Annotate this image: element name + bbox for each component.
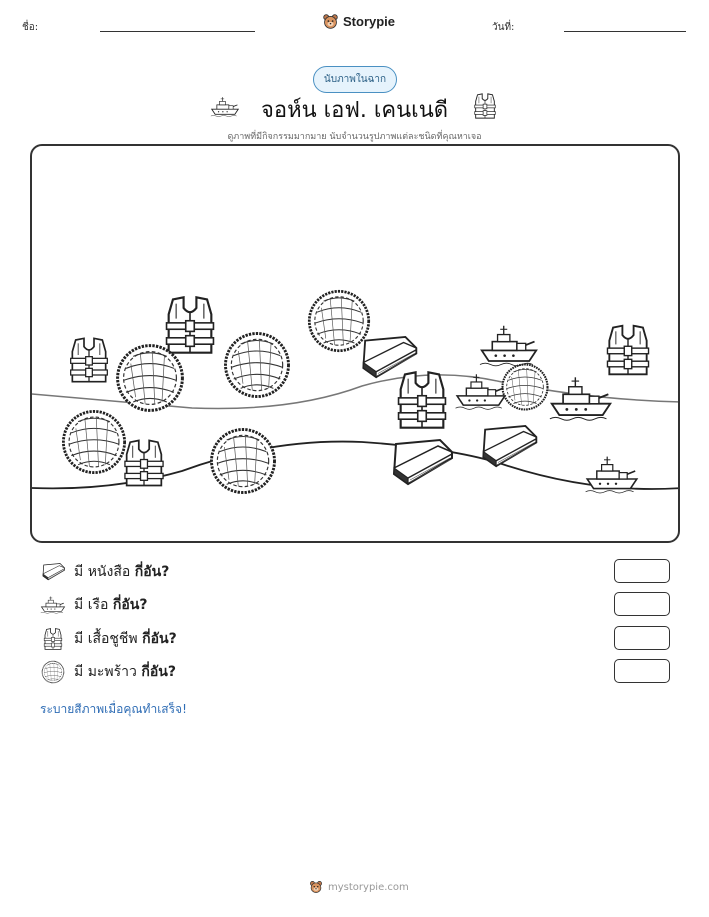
brand-name: Storypie [343,14,396,29]
life-vest-4 [399,372,446,427]
question-suffix: กี่อัน? [141,664,176,680]
question-suffix: กี่อัน? [112,597,148,613]
book-2 [394,440,452,484]
coconut-icon [41,660,65,684]
bear-icon [322,13,339,30]
site-url[interactable]: mystorypie.com [328,881,409,893]
question-boats [40,592,670,618]
coconut-4 [503,365,548,410]
question-prefix: มี [74,664,84,680]
answer-box-life-vests[interactable] [614,626,670,650]
life-vest-2 [167,297,214,352]
instructions: ดูภาพที่มีกิจกรรมมากมาย นับจำนวนรูปภาพแต่ละชนิดที่คุณหาเจอ [227,132,482,142]
question-prefix: มี [74,564,84,580]
question-item: เรือ [87,597,109,613]
name-line[interactable] [100,31,255,32]
counting-scene [30,144,680,543]
life-vest-3 [607,326,648,375]
question-item: มะพร้าว [87,664,137,680]
coconut-5 [63,411,124,472]
coconut-6 [212,430,275,493]
book-1 [363,337,416,377]
boat-2 [456,374,505,409]
boat-1 [480,326,536,366]
life-vest-1 [71,338,108,381]
boat-4 [586,457,637,493]
activity-badge: นับภาพในฉาก [313,66,397,93]
scene-drawing [32,146,680,543]
life-vest-5 [125,440,163,485]
date-label: วันที่: [492,22,515,33]
question-suffix: กี่อัน? [134,564,170,580]
book-icon [40,562,66,582]
answer-box-coconuts[interactable] [614,659,670,683]
question-item: หนังสือ [87,564,131,580]
name-label: ชื่อ: [22,22,39,33]
coconut-1 [118,346,183,411]
coconut-3 [309,291,368,350]
question-item: เสื้อชูชีพ [87,631,138,647]
question-prefix: มี [74,597,84,613]
question-prefix: มี [74,631,84,647]
brand-logo [322,13,395,30]
bear-icon [309,880,323,894]
question-suffix: กี่อัน? [142,631,177,647]
boat-icon [40,595,66,615]
answer-box-boats[interactable] [614,592,670,616]
boat-3 [550,377,610,420]
question-coconuts [40,659,670,685]
life-vest-icon [41,627,65,651]
book-3 [483,426,536,466]
footer-site [309,880,409,894]
life-vest-icon [471,92,499,120]
coloring-note: ระบายสีภาพเมื่อคุณทำเสร็จ! [40,702,187,716]
question-books [40,559,670,585]
page-title: จอห์น เอฟ. เคนเนดี [260,98,449,123]
question-life-vests [40,626,670,652]
coconut-2 [226,334,289,397]
answer-box-books[interactable] [614,559,670,583]
date-line[interactable] [564,31,686,32]
